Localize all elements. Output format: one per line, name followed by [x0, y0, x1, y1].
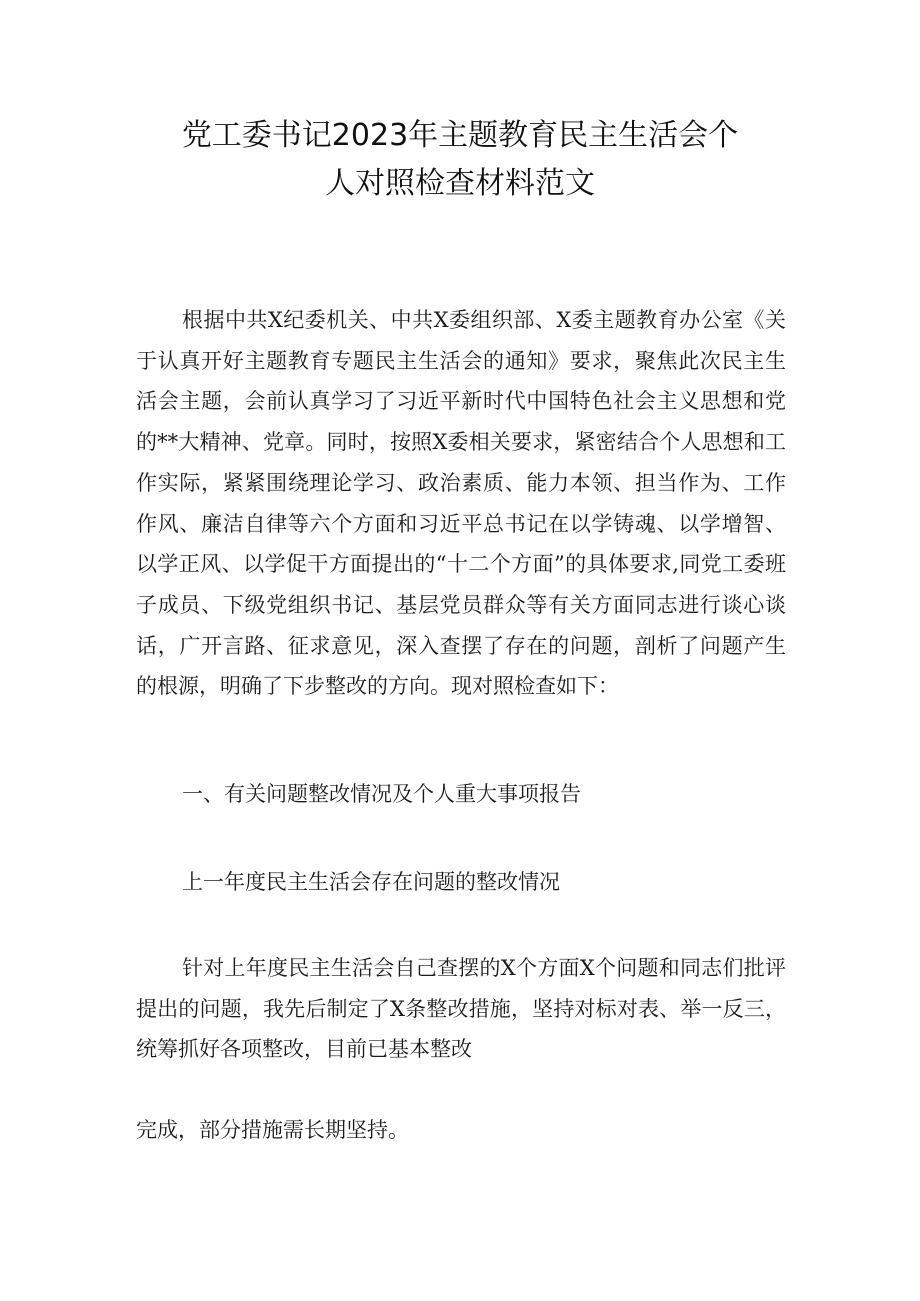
title-line-1: 党工委书记2023年主题教育民主生活会个: [181, 118, 739, 153]
document-title: [100, 112, 820, 208]
title-line-2: 人对照检查材料范文: [325, 166, 595, 201]
intro-paragraph: 根据中共X纪委机关、中共X委组织部、X委主题教育办公室《关于认真开好主题教育专题民主生活会的通知》要求，聚焦此次民主生活会主题，会前认真学习了习近平新时代中国特色社会主义思想和党的**大精神、党章。同时，按照X委相关要求，紧密结合个人思想和工作实际，紧紧围绕理论学习、政治素质、能力本领、担当作为、工作作风、廉洁自律等六个方面和习近平总书记在以学铸魂、以学增智、以学正风、以学促干方面提出的“十二个方面”的具体要求,同党工委班子成员、下级党组织书记、基层党员群众等有关方面同志进行谈心谈话，广开言路、征求意见，深入查摆了存在的问题，剖析了问题产生的根源，明确了下步整改的方向。现对照检查如下：: [136, 308, 786, 699]
rectification-paragraph: 针对上年度民主生活会自己查摆的X个方面X个问题和同志们批评提出的问题，我先后制定了X条整改措施，坚持对标对表、举一反三，统筹抓好各项整改，目前已基本整改: [136, 956, 786, 1062]
section-heading-1: 一、有关问题整改情况及个人重大事项报告: [182, 782, 581, 806]
subsection-heading: 上一年度民主生活会存在问题的整改情况: [182, 870, 560, 894]
continuation-line: 完成，部分措施需长期坚持。: [136, 1118, 409, 1142]
